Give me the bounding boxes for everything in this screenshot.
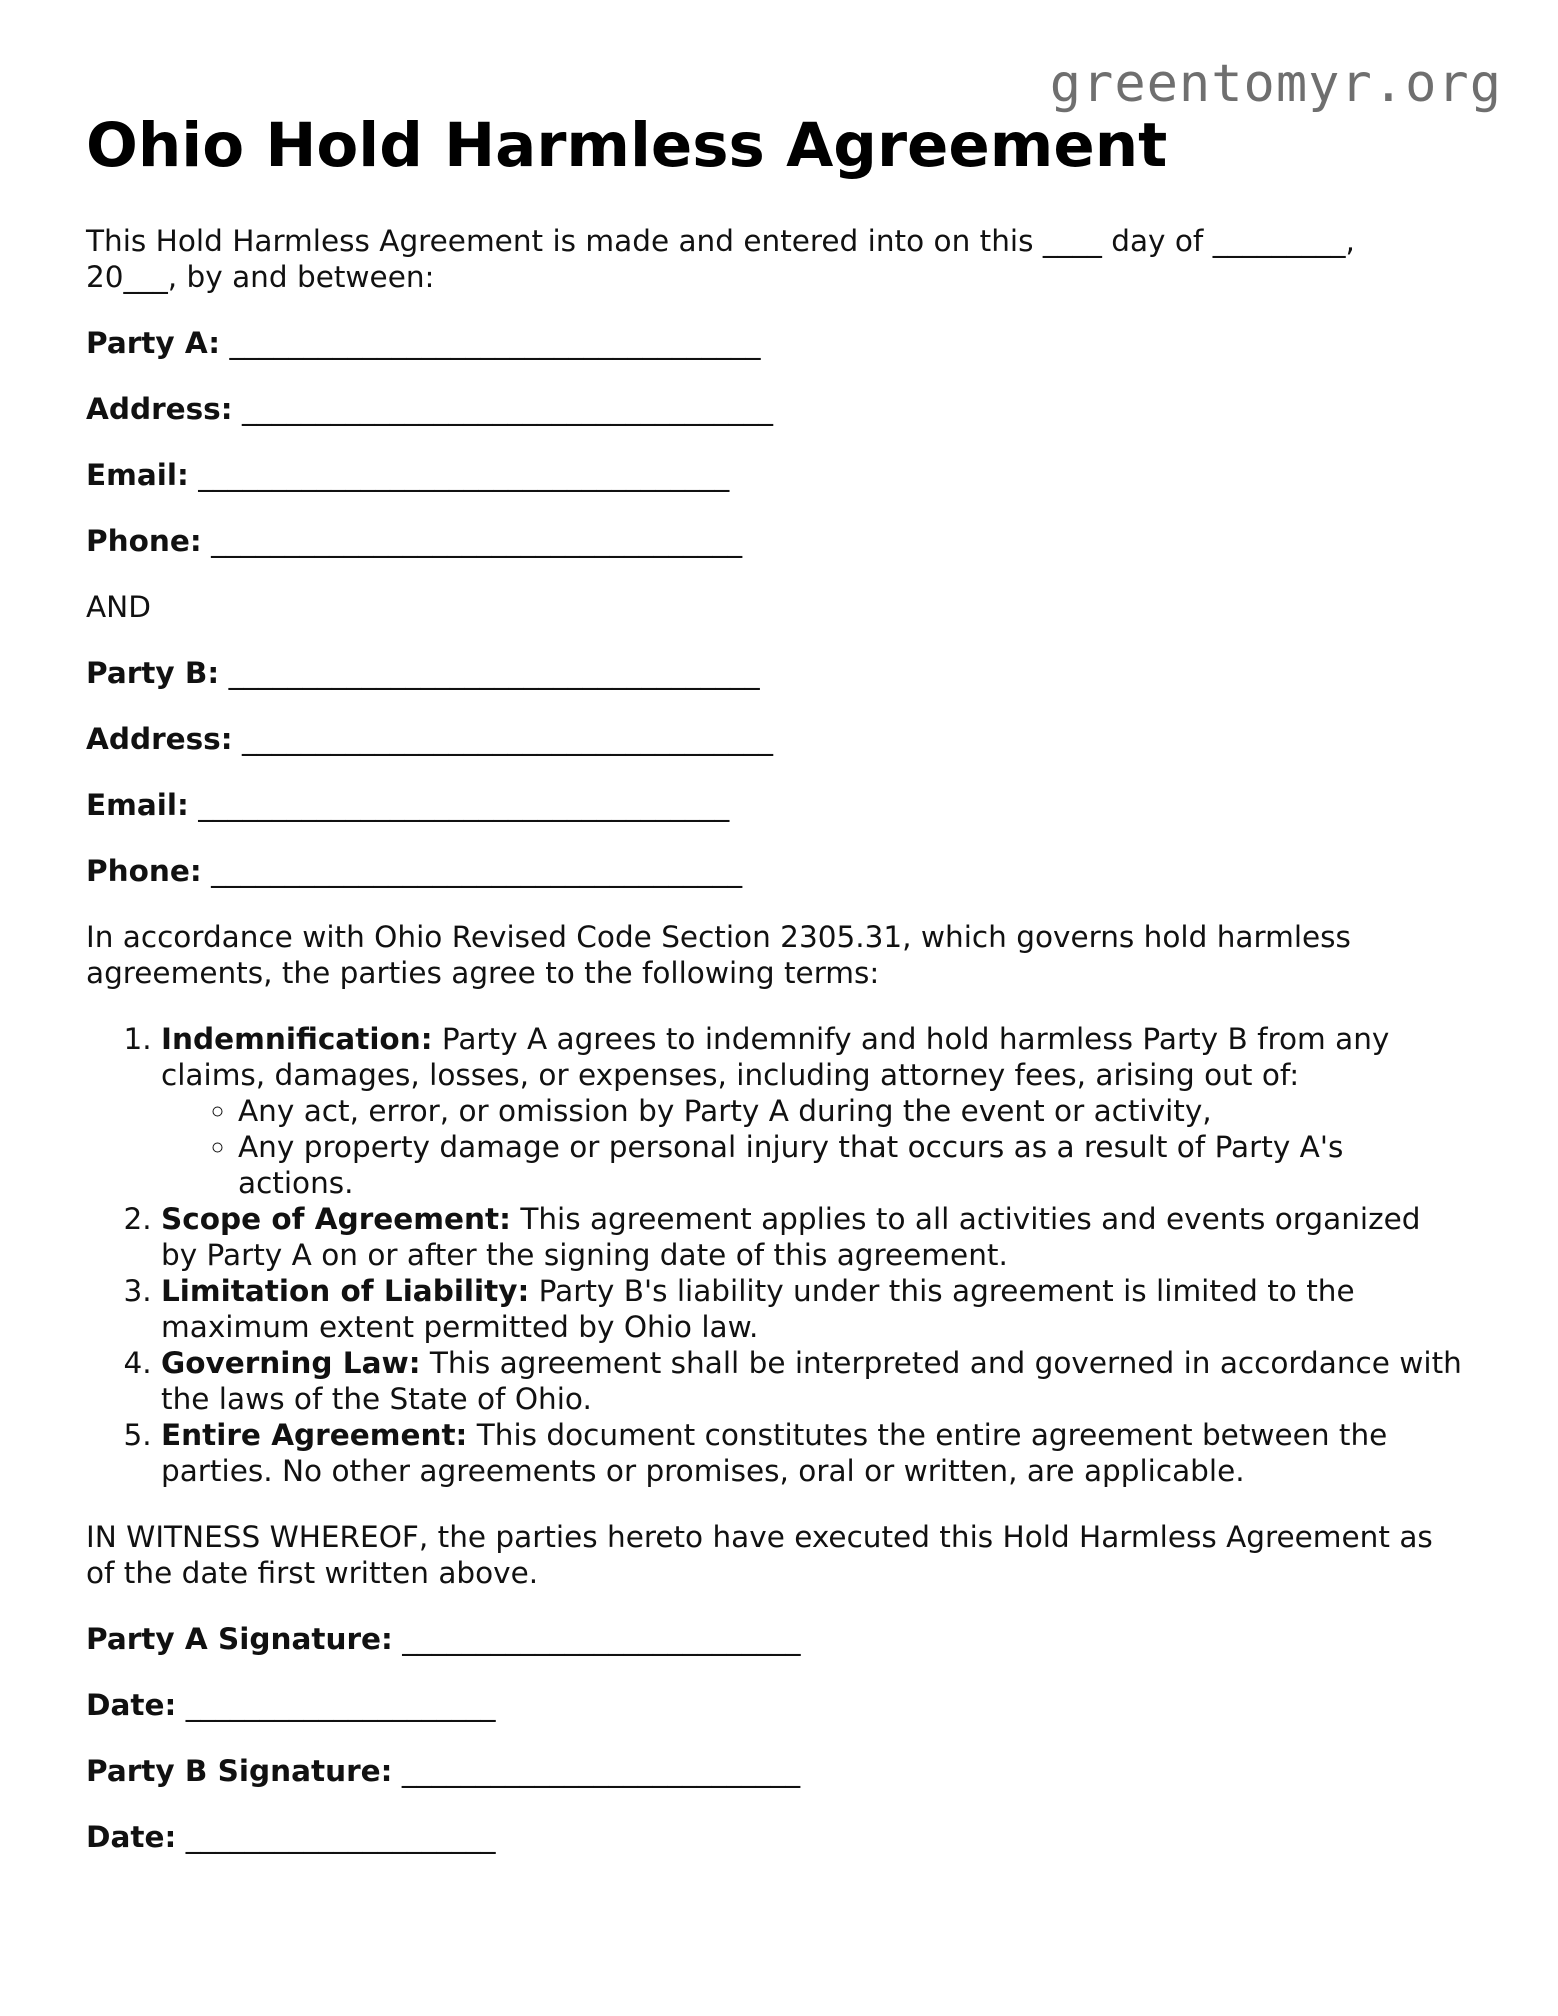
term-item-governing-law (161, 1345, 1466, 1417)
party-a-phone-label: Phone: (86, 524, 202, 558)
party-b-signature-blank[interactable]: ___________________________ (401, 1754, 801, 1788)
term-item-indemnification (161, 1021, 1466, 1201)
party-a-phone-field[interactable] (86, 523, 1466, 559)
term-item-scope (161, 1201, 1466, 1273)
party-b-signature-field[interactable] (86, 1753, 1466, 1789)
terms-list (86, 1021, 1466, 1489)
term-text: This agreement applies to all activities and events organized by Party A on or after the signing date of this agreement. (161, 1202, 1421, 1272)
intro-line-1: This Hold Harmless Agreement is made and entered into on this ____ day of _________, (86, 224, 1355, 258)
party-a-address-field[interactable] (86, 391, 1466, 427)
party-a-address-label: Address: (86, 392, 233, 426)
party-a-name-blank[interactable]: ____________________________________ (229, 326, 761, 360)
witness-paragraph: IN WITNESS WHEREOF, the parties hereto have executed this Hold Harmless Agreement as of the date first written above. (86, 1520, 1433, 1590)
intro-paragraph (86, 223, 1466, 295)
party-a-name-label: Party A: (86, 326, 221, 360)
term-text: This document constitutes the entire agreement between the parties. No other agreements or promises, oral or written, are applicable. (161, 1418, 1388, 1488)
and-separator: AND (86, 590, 151, 624)
term-heading: Limitation of Liability: (161, 1274, 530, 1308)
party-b-email-label: Email: (86, 788, 189, 822)
party-b-date-blank[interactable]: _____________________ (185, 1820, 496, 1854)
document-title: Ohio Hold Harmless Agreement (86, 110, 1168, 181)
party-a-email-blank[interactable]: ____________________________________ (198, 458, 730, 492)
term-heading: Indemnification: (161, 1022, 433, 1056)
party-a-email-label: Email: (86, 458, 189, 492)
party-b-name-label: Party B: (86, 656, 220, 690)
party-a-email-field[interactable] (86, 457, 1466, 493)
party-b-address-blank[interactable]: ____________________________________ (241, 722, 773, 756)
intro-line-2: 20___, by and between: (86, 260, 435, 294)
party-b-address-label: Address: (86, 722, 233, 756)
party-a-date-blank[interactable]: _____________________ (185, 1688, 496, 1722)
sublist-item: ◦ Any property damage or personal injury that occurs as a result of Party A's actions. (238, 1129, 1466, 1201)
term-heading: Entire Agreement: (161, 1418, 468, 1452)
term-item-limitation (161, 1273, 1466, 1345)
party-b-date-field[interactable] (86, 1819, 1466, 1855)
term-heading: Scope of Agreement: (161, 1202, 511, 1236)
sublist-item: ◦ Any act, error, or omission by Party A during the event or activity, (238, 1093, 1466, 1129)
indemnification-sublist (161, 1093, 1466, 1201)
party-b-name-blank[interactable]: ____________________________________ (228, 656, 760, 690)
term-text: Party B's liability under this agreement is limited to the maximum extent permitted by Ohio law. (161, 1274, 1355, 1344)
party-a-phone-blank[interactable]: ____________________________________ (211, 524, 743, 558)
party-b-date-label: Date: (86, 1820, 177, 1854)
party-b-phone-field[interactable] (86, 853, 1466, 889)
site-watermark: greentomyr.org (1049, 54, 1502, 114)
party-a-address-blank[interactable]: ____________________________________ (241, 392, 773, 426)
party-b-email-field[interactable] (86, 787, 1466, 823)
term-text: This agreement shall be interpreted and governed in accordance with the laws of the State of Ohio. (161, 1346, 1462, 1416)
term-heading: Governing Law: (161, 1346, 421, 1380)
party-a-signature-blank[interactable]: ___________________________ (402, 1622, 801, 1656)
party-b-name-field[interactable] (86, 655, 1466, 691)
preamble-paragraph: In accordance with Ohio Revised Code Section 2305.31, which governs hold harmless agreements, the parties agree to the following terms: (86, 920, 1351, 990)
party-b-phone-blank[interactable]: ____________________________________ (211, 854, 743, 888)
party-b-signature-label: Party B Signature: (86, 1754, 393, 1788)
party-a-date-label: Date: (86, 1688, 177, 1722)
party-a-date-field[interactable] (86, 1687, 1466, 1723)
term-text: Party A agrees to indemnify and hold harmless Party B from any claims, damages, losses, or expenses, including attorney fees, arising out of: (161, 1022, 1390, 1092)
party-a-signature-field[interactable] (86, 1621, 1466, 1657)
document-page (86, 110, 1466, 1885)
party-b-email-blank[interactable]: ____________________________________ (198, 788, 730, 822)
party-b-address-field[interactable] (86, 721, 1466, 757)
party-a-signature-label: Party A Signature: (86, 1622, 393, 1656)
term-item-entire-agreement (161, 1417, 1466, 1489)
party-b-phone-label: Phone: (86, 854, 202, 888)
party-a-name-field[interactable] (86, 325, 1466, 361)
